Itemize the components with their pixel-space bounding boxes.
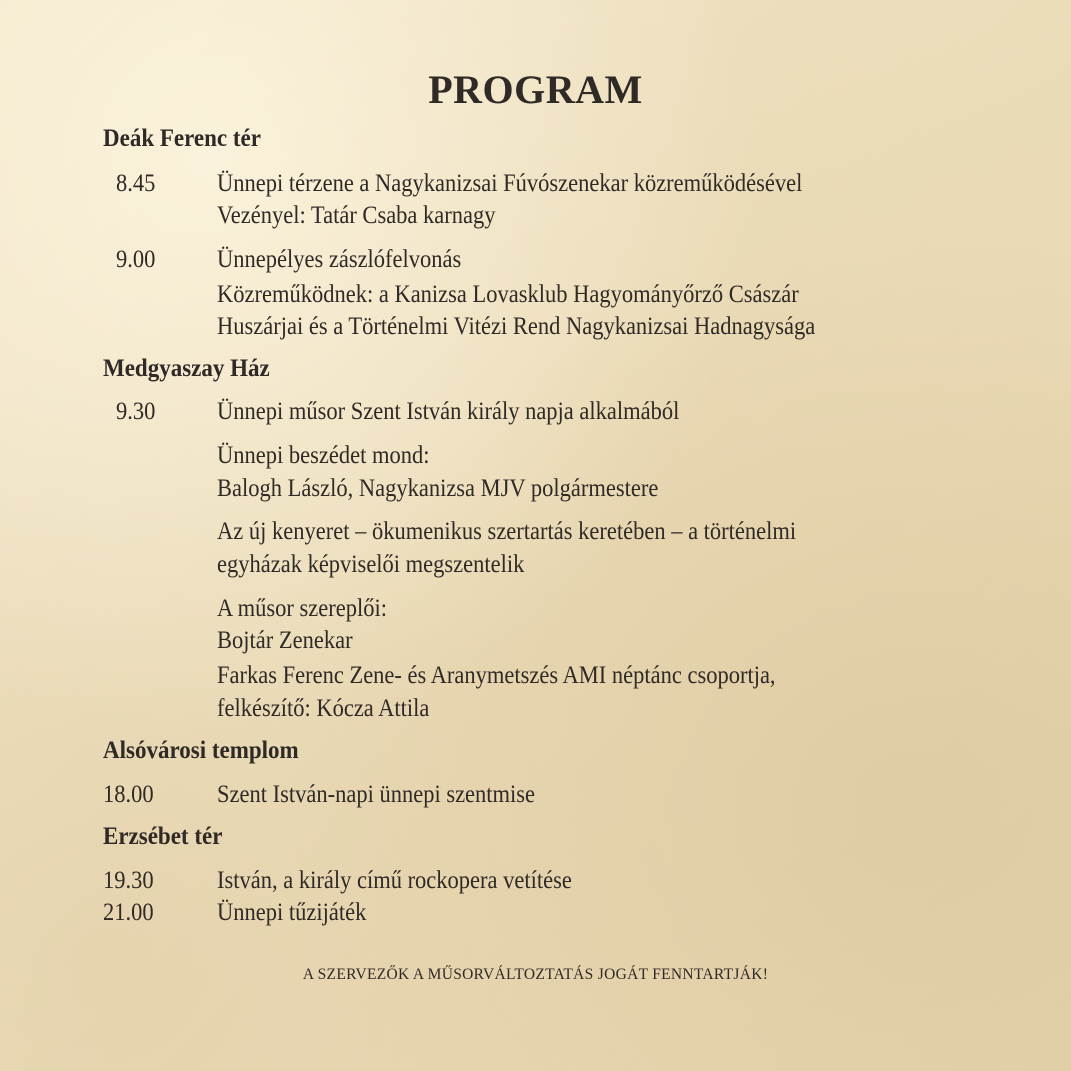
entry-line: felkészítő: Kócza Attila	[217, 695, 430, 722]
entry-line: A műsor szereplői:	[217, 595, 387, 622]
entry-time: 9.30	[116, 398, 156, 425]
entry-line: Ünnepi tűzijáték	[217, 899, 367, 926]
entry-line: Bojtár Zenekar	[217, 627, 353, 654]
entry-line: Közreműködnek: a Kanizsa Lovasklub Hagyományőrző Császár	[217, 281, 799, 308]
entry-line: Vezényel: Tatár Csaba karnagy	[217, 202, 496, 229]
section-heading-deak-ferenc-ter: Deák Ferenc tér	[103, 125, 261, 152]
page-title: PROGRAM	[428, 67, 643, 112]
entry-time: 18.00	[103, 781, 154, 808]
section-heading-medgyaszay-haz: Medgyaszay Ház	[103, 355, 270, 382]
entry-line: Szent István-napi ünnepi szentmise	[217, 781, 536, 808]
entry-line: Ünnepi térzene a Nagykanizsai Fúvószenekar közreműködésével	[217, 170, 803, 197]
entry-line: Farkas Ferenc Zene- és Aranymetszés AMI néptánc csoportja,	[217, 662, 776, 689]
entry-time: 9.00	[116, 246, 156, 273]
entry-line: egyházak képviselői megszentelik	[217, 551, 525, 578]
entry-line: Ünnepélyes zászlófelvonás	[217, 246, 462, 273]
entry-time: 21.00	[103, 899, 154, 926]
entry-line: Ünnepi műsor Szent István király napja alkalmából	[217, 398, 680, 425]
entry-line: Balogh László, Nagykanizsa MJV polgármestere	[217, 475, 659, 502]
entry-line: István, a király című rockopera vetítése	[217, 867, 572, 894]
section-heading-erzsebet-ter: Erzsébet tér	[103, 823, 223, 850]
entry-time: 19.30	[103, 867, 154, 894]
entry-time: 8.45	[116, 170, 156, 197]
entry-line: Ünnepi beszédet mond:	[217, 442, 430, 469]
disclaimer-footer: A SZERVEZŐK A MŰSORVÁLTOZTATÁS JOGÁT FENNTARTJÁK!	[302, 966, 769, 983]
section-heading-alsovarosi-templom: Alsóvárosi templom	[103, 737, 299, 764]
entry-line: Huszárjai és a Történelmi Vitézi Rend Nagykanizsai Hadnagysága	[217, 313, 816, 340]
entry-line: Az új kenyeret – ökumenikus szertartás keretében – a történelmi	[217, 518, 797, 545]
